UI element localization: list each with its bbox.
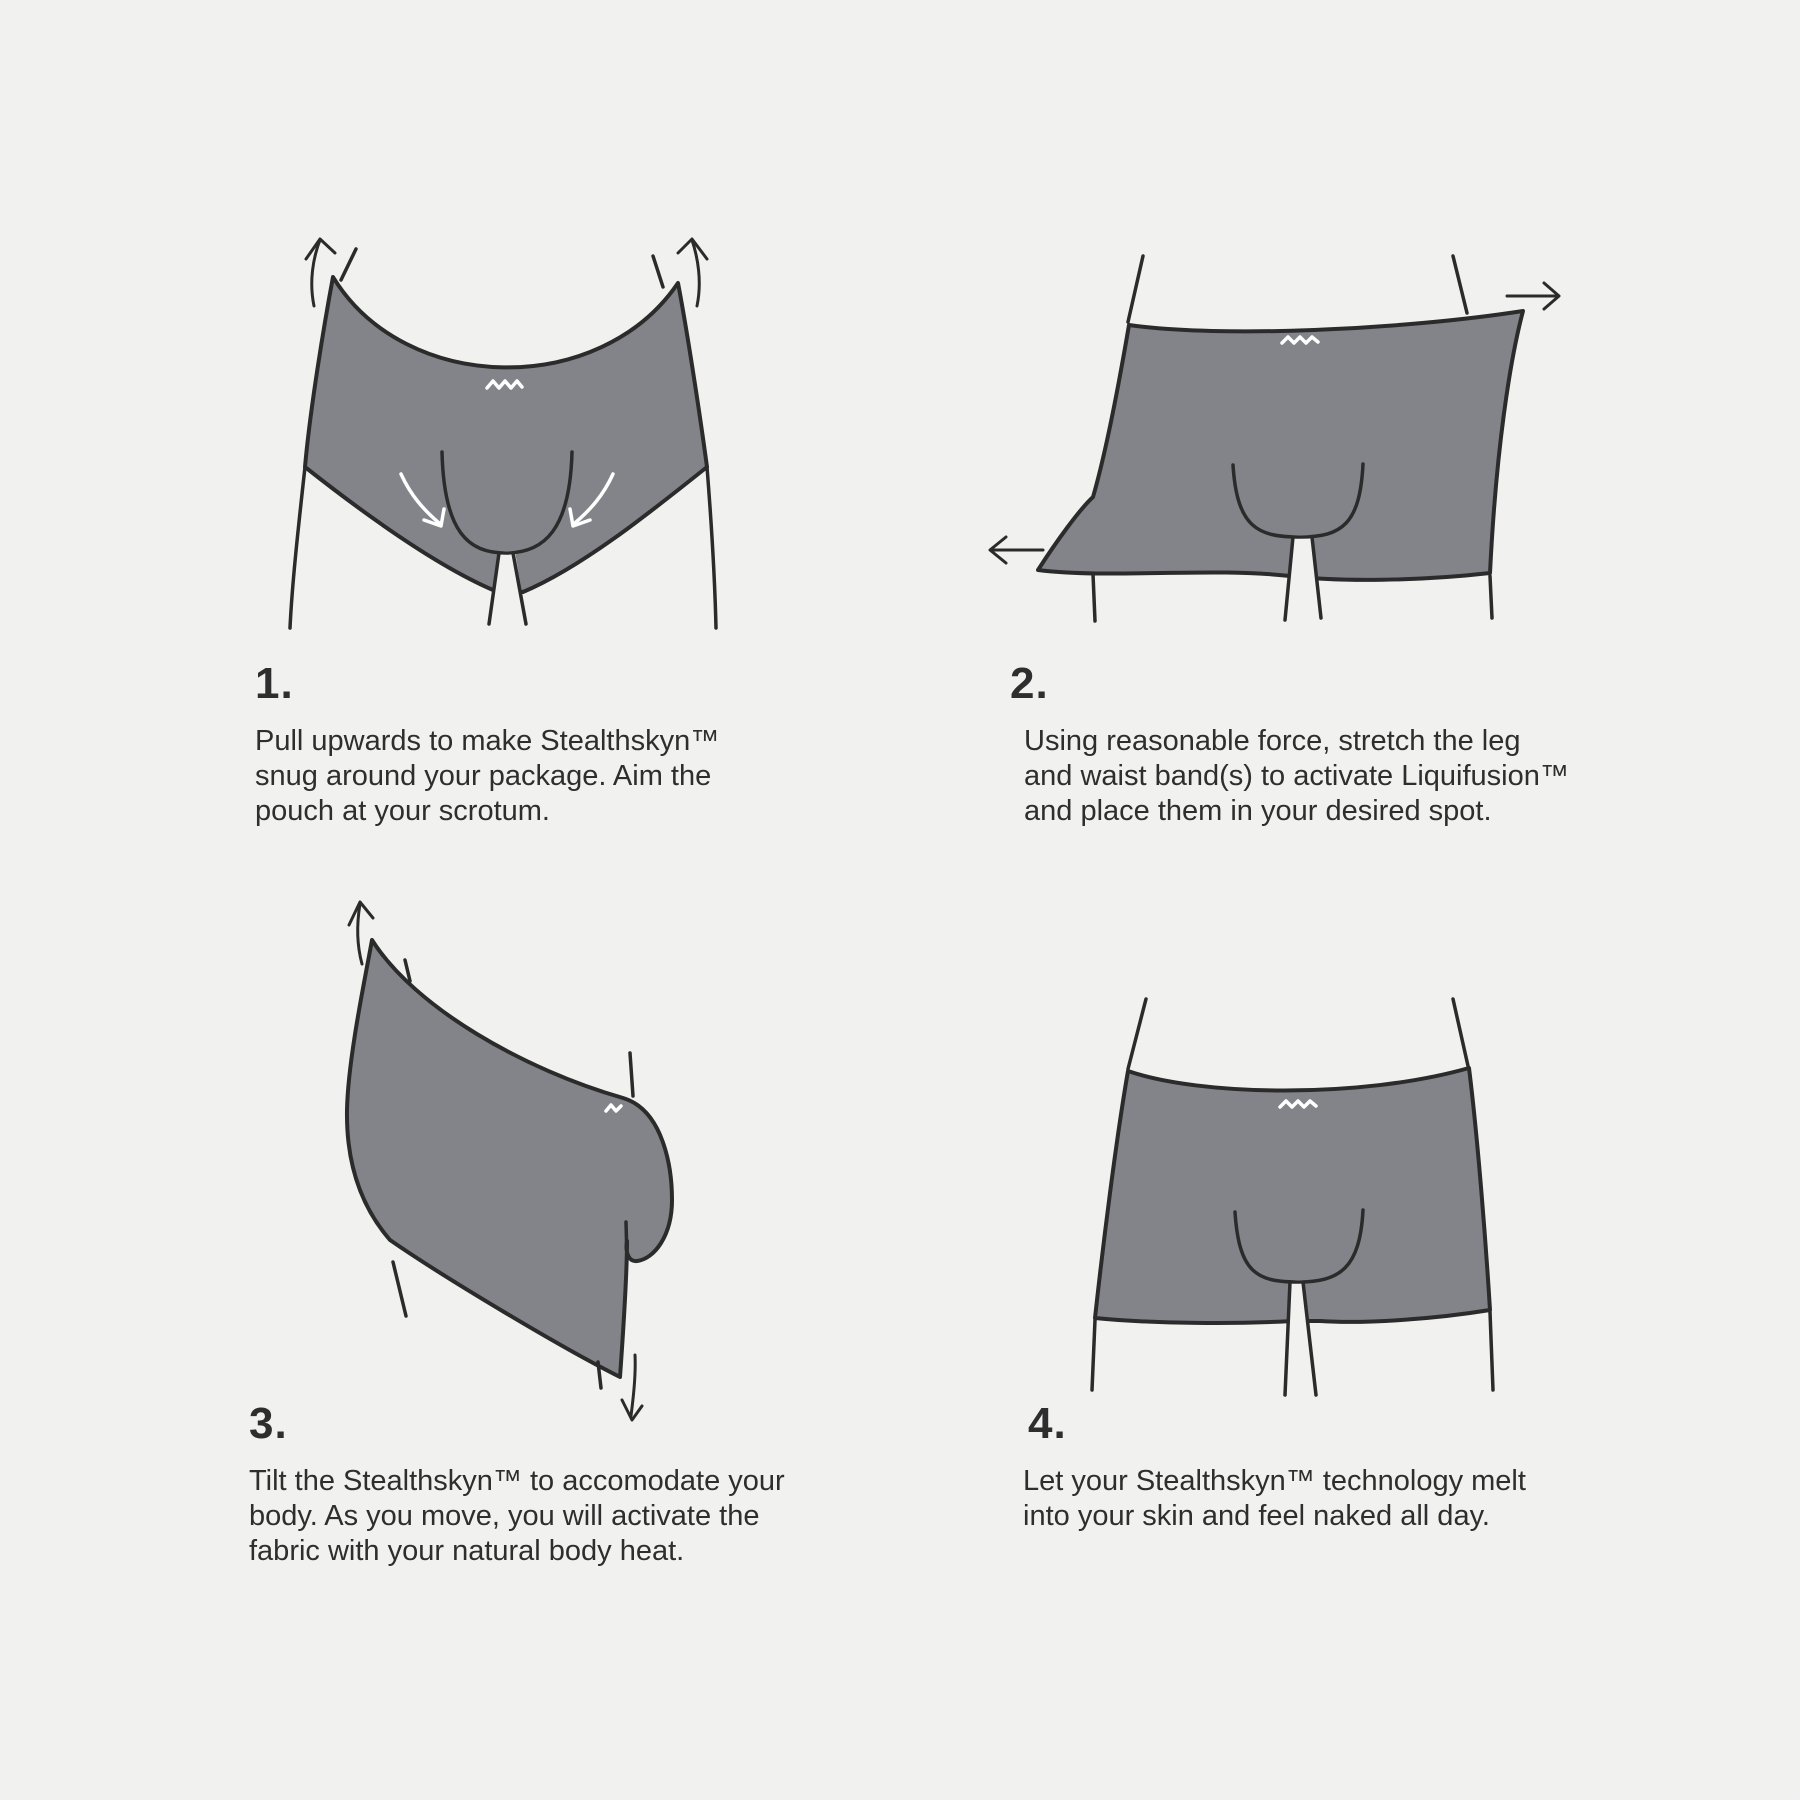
- step-1-number: 1.: [255, 659, 294, 708]
- outer-leg-line-right: [1490, 1312, 1493, 1390]
- thigh-line-left: [1093, 574, 1095, 621]
- step-2-block: [1010, 659, 1590, 829]
- outer-leg-line-left: [1092, 1320, 1095, 1390]
- thigh-line-left: [290, 467, 305, 628]
- step-4-text: [1023, 1464, 1583, 1534]
- step-1-line-3: pouch at your scrotum.: [255, 795, 550, 827]
- torso-line-left: [1128, 256, 1143, 322]
- stretch-arrow-left: [990, 537, 1043, 563]
- step-2-text: [1024, 724, 1590, 829]
- leg-line-left: [393, 1262, 406, 1316]
- torso-line-left: [1128, 999, 1146, 1069]
- torso-line-left: [341, 249, 356, 280]
- step-1-text: [255, 724, 725, 829]
- step-3-block: [249, 1399, 785, 1569]
- thigh-line-right: [1490, 576, 1492, 618]
- step-1-line-2: snug around your package. Aim the: [255, 760, 712, 792]
- underwear-shape: [1038, 311, 1523, 580]
- underwear-shape: [305, 277, 707, 592]
- illustration-step-4-wear: [1040, 950, 1520, 1400]
- waistband-stitch-zigzag: [606, 1105, 621, 1111]
- thigh-line-right: [707, 467, 716, 628]
- step-2-line-1: Using reasonable force, stretch the leg: [1024, 725, 1521, 757]
- step-2-number: 2.: [1010, 659, 1049, 708]
- torso-stub-right: [630, 1053, 633, 1096]
- step-3-number: 3.: [249, 1399, 288, 1448]
- underwear-shape: [347, 940, 672, 1377]
- step-2-line-2: and waist band(s) to activate Liquifusion™: [1024, 760, 1569, 792]
- step-4-line-2: into your skin and feel naked all day.: [1023, 1500, 1490, 1532]
- step-3-line-2: body. As you move, you will activate the: [249, 1500, 760, 1532]
- step-1-block: [255, 659, 725, 829]
- torso-line-right: [653, 256, 663, 287]
- pouch-fold-line: [626, 1222, 627, 1259]
- torso-line-right: [1453, 999, 1468, 1066]
- step-3-line-3: fabric with your natural body heat.: [249, 1535, 685, 1567]
- illustration-step-3-tilt: [270, 880, 690, 1440]
- step-1-line-1: Pull upwards to make Stealthskyn™: [255, 725, 720, 757]
- step-3-text: [249, 1464, 785, 1569]
- step-3-line-1: Tilt the Stealthskyn™ to accomodate your: [249, 1465, 785, 1497]
- torso-line-right: [1453, 256, 1467, 313]
- stretch-arrow-right: [1507, 283, 1559, 309]
- step-4-block: [1023, 1399, 1583, 1534]
- step-4-number: 4.: [1028, 1399, 1067, 1448]
- step-4-line-1: Let your Stealthskyn™ technology melt: [1023, 1465, 1526, 1497]
- step-2-line-3: and place them in your desired spot.: [1024, 795, 1492, 827]
- illustration-step-2-stretch-bands: [860, 180, 1580, 640]
- illustration-step-1-pull-upwards: [210, 160, 770, 650]
